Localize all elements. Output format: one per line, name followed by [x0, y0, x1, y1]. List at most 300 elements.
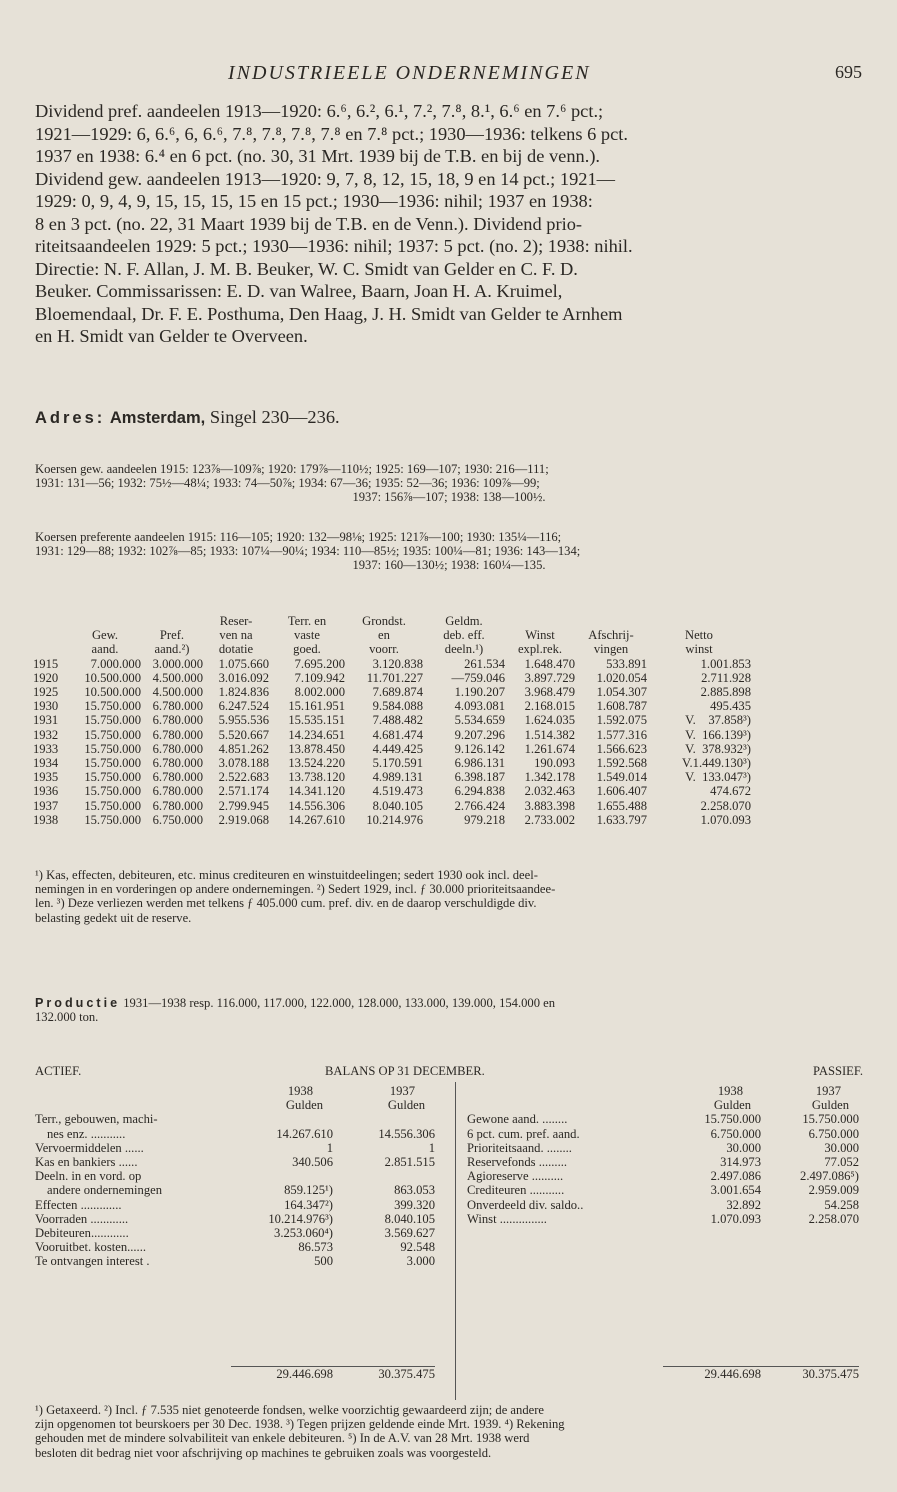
- year-1937: 1937: [389, 1084, 415, 1098]
- table-row: [33, 728, 751, 742]
- value-cell: 6.780.000: [152, 798, 203, 813]
- value-cell: 4.093.081: [454, 699, 505, 714]
- year-cell: 1931: [33, 713, 59, 728]
- text-line: Beuker. Commissarissen: E. D. van Walree, Baarn, Joan H. A. Kruimel,: [35, 281, 563, 301]
- value-cell: 4.500.000: [152, 685, 203, 700]
- amount-cell: 15.750.000: [802, 1112, 859, 1127]
- year-1938: 1938: [717, 1084, 743, 1098]
- value-cell: 6.247.524: [218, 699, 269, 714]
- value-cell: 1.592.075: [596, 713, 647, 728]
- productie-paragraph: [35, 996, 863, 1024]
- item-label: Debiteuren............: [35, 1226, 129, 1241]
- amount-cell: 340.506: [292, 1155, 333, 1170]
- balance-sheet: [35, 1064, 863, 1381]
- text-line: zijn opgenomen tot beurskoers per 30 Dec. 1938. ³) Tegen prijzen geldende einde Mrt. 1939. ⁴) Rekening: [35, 1417, 565, 1432]
- value-cell: 6.780.000: [152, 727, 203, 742]
- header-line: Gew.: [91, 628, 119, 643]
- value-cell: 1.549.014: [596, 770, 647, 785]
- text-line: 1921—1929: 6, 6.⁶, 6, 6.⁶, 7.⁸, 7.⁸, 7.⁸, 7.⁸ en 7.⁸ pct.; 1930—1936: telkens 6 pct.: [35, 123, 628, 144]
- amount-cell: 1.070.093: [710, 1211, 761, 1226]
- year-1937: 1937: [815, 1084, 841, 1098]
- year-1938: 1938: [287, 1084, 313, 1098]
- amount-cell: 399.320: [394, 1197, 435, 1212]
- value-cell: 7.488.482: [372, 713, 423, 728]
- value-cell: 4.519.473: [372, 784, 423, 799]
- value-cell: 1.633.797: [596, 812, 647, 827]
- value-cell: 1.592.568: [596, 756, 647, 771]
- dividend-paragraph: [35, 100, 863, 348]
- value-cell: 3.897.729: [524, 670, 575, 685]
- item-label: Winst ...............: [467, 1211, 547, 1226]
- value-cell: 1.577.316: [596, 727, 647, 742]
- header-line: aand.²): [154, 642, 190, 657]
- text-line: 8 en 3 pct. (no. 22, 31 Maart 1939 bij de T.B. en de Venn.). Dividend prio-: [35, 213, 583, 234]
- value-cell: 6.780.000: [152, 770, 203, 785]
- value-cell: 14.234.651: [288, 727, 345, 742]
- year-cell: 1915: [33, 656, 59, 671]
- unit-label: Gulden: [811, 1098, 849, 1113]
- total-1937: 30.375.475: [333, 1367, 435, 1382]
- value-cell: 1.608.787: [596, 699, 647, 714]
- header-cell: [505, 614, 575, 657]
- value-cell: 13.524.220: [288, 756, 345, 771]
- value-cell: V. 133.047³): [685, 770, 751, 785]
- header-cell: [423, 614, 505, 657]
- table-row: [467, 1112, 859, 1126]
- header-cell: [647, 614, 751, 657]
- amount-cell: 2.497.086⁵): [800, 1169, 859, 1184]
- amount-cell: 30.000: [726, 1140, 761, 1155]
- productie-label: Productie: [35, 996, 121, 1010]
- value-cell: 6.398.187: [454, 770, 505, 785]
- amount-cell: 3.001.654: [710, 1183, 761, 1198]
- total-1937: 30.375.475: [761, 1367, 859, 1382]
- value-cell: 1.624.035: [524, 713, 575, 728]
- value-cell: 190.093: [534, 756, 575, 771]
- header-cell: [269, 614, 345, 657]
- value-cell: 4.681.474: [372, 727, 423, 742]
- value-cell: V. 166.139³): [685, 727, 751, 742]
- table-row: [467, 1169, 859, 1183]
- value-cell: 5.520.667: [218, 727, 269, 742]
- table-footnotes: [35, 868, 863, 925]
- value-cell: 1.648.470: [524, 656, 575, 671]
- running-header: [0, 62, 897, 86]
- amount-cell: 15.750.000: [704, 1112, 761, 1127]
- amount-cell: 30.000: [824, 1140, 859, 1155]
- productie-text: 1931—1938 resp. 116.000, 117.000, 122.000, 128.000, 133.000, 139.000, 154.000 en: [123, 996, 556, 1010]
- address-label: Adres:: [35, 409, 106, 427]
- value-cell: 4.989.131: [372, 770, 423, 785]
- value-cell: 2.799.945: [218, 798, 269, 813]
- amount-cell: [333, 1169, 435, 1183]
- table-row: [33, 657, 751, 671]
- amount-cell: 3.000: [406, 1254, 435, 1269]
- text-line: 1929: 0, 9, 4, 9, 15, 15, 15, 15 en 15 pct.; 1930—1936: nihil; 1937 en 1938:: [35, 191, 593, 211]
- item-label: Voorraden ............: [35, 1211, 129, 1226]
- item-label: andere ondernemingen: [47, 1183, 163, 1198]
- amount-cell: 6.750.000: [710, 1126, 761, 1141]
- unit-label: Gulden: [285, 1098, 323, 1113]
- value-cell: 3.120.838: [372, 656, 423, 671]
- value-cell: 1.606.407: [596, 784, 647, 799]
- table-row: [35, 1198, 435, 1212]
- value-cell: V. 37.858³): [685, 713, 751, 728]
- value-cell: 10.214.976: [366, 812, 423, 827]
- text-line: Koersen preferente aandeelen 1915: 116—105; 1920: 132—98⅛; 1925: 121⅞—100; 1930: 135¼—116;: [35, 530, 562, 544]
- header-line: Pref.: [159, 628, 185, 643]
- amount-cell: 3.569.627: [384, 1226, 435, 1241]
- value-cell: 1.070.093: [700, 812, 751, 827]
- amount-cell: 54.258: [824, 1197, 859, 1212]
- value-cell: 6.780.000: [152, 756, 203, 771]
- value-cell: 1.566.623: [596, 741, 647, 756]
- value-cell: 3.883.398: [524, 798, 575, 813]
- koersen-preferente: [35, 530, 863, 573]
- address-street: Singel 230—236.: [209, 407, 340, 427]
- item-label: Te ontvangen interest .: [35, 1254, 150, 1269]
- value-cell: 15.750.000: [84, 727, 141, 742]
- text-line: 1937: 156⅞—107; 1938: 138—100½.: [352, 490, 546, 505]
- value-cell: 474.672: [710, 784, 751, 799]
- balance-footnotes: [35, 1403, 863, 1460]
- value-cell: 1.001.853: [700, 656, 751, 671]
- table-row: [35, 1098, 435, 1112]
- year-cell: 1920: [33, 670, 59, 685]
- value-cell: 2.885.898: [700, 685, 751, 700]
- text-line: [35, 996, 863, 1010]
- text-line: len. ³) Deze verliezen werden met telkens ƒ 405.000 cum. pref. div. en de daarop verschuldigde div.: [35, 896, 537, 911]
- table-row: [33, 784, 751, 798]
- value-cell: 15.750.000: [84, 756, 141, 771]
- amount-cell: 14.556.306: [378, 1126, 435, 1141]
- value-cell: 9.207.296: [454, 727, 505, 742]
- text-line: gehouden met de mindere solvabiliteit van enkele debiteuren. ⁵) In de A.V. van 28 Mrt. 1938 werd: [35, 1431, 530, 1446]
- table-row: [35, 1169, 435, 1183]
- amount-cell: [333, 1112, 435, 1126]
- table-header-row: [33, 614, 751, 657]
- table-row: [35, 1127, 435, 1141]
- value-cell: 4.500.000: [152, 670, 203, 685]
- year-cell: 1932: [33, 727, 59, 742]
- total-1938: 29.446.698: [231, 1367, 333, 1382]
- amount-cell: 3.253.060⁴): [274, 1226, 333, 1241]
- item-label: Prioriteitsaand. ........: [467, 1140, 572, 1155]
- amount-cell: 32.892: [726, 1197, 761, 1212]
- header-line: Netto: [685, 628, 713, 643]
- year-cell: 1935: [33, 770, 59, 785]
- year-cell: 1937: [33, 798, 59, 813]
- table-row: [467, 1198, 859, 1212]
- value-cell: V. 378.932³): [685, 741, 751, 756]
- value-cell: 4.449.425: [372, 741, 423, 756]
- header-line: Reser-: [219, 614, 253, 628]
- text-line: 1937: 160—130½; 1938: 160¼—135.: [352, 558, 546, 573]
- table-row: [35, 1254, 435, 1268]
- value-cell: 2.733.002: [524, 812, 575, 827]
- header-line: goed.: [293, 642, 321, 657]
- text-line: 132.000 ton.: [35, 1010, 99, 1025]
- value-cell: 13.738.120: [288, 770, 345, 785]
- value-cell: 2.571.174: [218, 784, 269, 799]
- amount-cell: 859.125¹): [284, 1183, 333, 1198]
- value-cell: 1.514.382: [524, 727, 575, 742]
- amount-cell: 2.258.070: [808, 1211, 859, 1226]
- value-cell: 533.891: [606, 656, 647, 671]
- amount-cell: 314.973: [720, 1155, 761, 1170]
- table-row: [467, 1183, 859, 1197]
- value-cell: 5.534.659: [454, 713, 505, 728]
- amount-cell: [231, 1112, 333, 1126]
- header-line: Terr. en: [287, 614, 327, 628]
- item-label: Onverdeeld div. saldo..: [467, 1197, 584, 1212]
- value-cell: 6.750.000: [152, 812, 203, 827]
- header-line: Afschrij-: [588, 628, 634, 643]
- page-number: 695: [835, 62, 862, 82]
- text-line: belasting gedekt uit de reserve.: [35, 910, 192, 925]
- value-cell: 5.955.536: [218, 713, 269, 728]
- table-row: [467, 1084, 859, 1098]
- item-label: Kas en bankiers ......: [35, 1155, 138, 1170]
- value-cell: 10.500.000: [84, 670, 141, 685]
- actief-totals: [35, 1366, 435, 1381]
- value-cell: 2.168.015: [524, 699, 575, 714]
- header-line: Winst: [525, 628, 555, 643]
- header-cell: [345, 614, 423, 657]
- value-cell: 3.078.188: [218, 756, 269, 771]
- table-row: [35, 1226, 435, 1240]
- amount-cell: 2.497.086: [710, 1169, 761, 1184]
- value-cell: 15.161.951: [288, 699, 345, 714]
- item-label: Terr., gebouwen, machi-: [35, 1112, 158, 1127]
- text-line: Dividend gew. aandeelen 1913—1920: 9, 7, 8, 12, 15, 18, 9 en 14 pct.; 1921—: [35, 168, 616, 189]
- header-line: Geldm.: [445, 614, 483, 628]
- value-cell: 2.711.928: [701, 670, 751, 685]
- value-cell: 13.878.450: [288, 741, 345, 756]
- value-cell: 1.342.178: [524, 770, 575, 785]
- header-line: winst: [685, 642, 713, 657]
- header-cell: [141, 614, 203, 657]
- header-line: ven na: [219, 628, 253, 643]
- column-divider: [455, 1082, 456, 1400]
- table-row: [33, 713, 751, 727]
- value-cell: 15.750.000: [84, 812, 141, 827]
- value-cell: 15.535.151: [288, 713, 345, 728]
- text-line: ¹) Kas, effecten, debiteuren, etc. minus crediteuren en winstuitdeelingen; sedert 1930 ook incl. deel-: [35, 868, 538, 882]
- header-line: aand.: [91, 642, 119, 657]
- table-row: [33, 742, 751, 756]
- header-line: expl.rek.: [517, 642, 563, 657]
- table-row: [35, 1183, 435, 1197]
- balance-title: BALANS OP 31 DECEMBER.: [325, 1064, 485, 1078]
- table-row: [467, 1212, 859, 1226]
- header-cell: [33, 614, 69, 657]
- text-line: besloten dit bedrag niet voor afschrijving op machines te gebruiken zoals was voorgesteld.: [35, 1445, 492, 1460]
- table-row: [467, 1155, 859, 1169]
- amount-cell: 10.214.976³): [268, 1211, 333, 1226]
- value-cell: 7.689.874: [372, 685, 423, 700]
- table-row: [467, 1141, 859, 1155]
- year-cell: 1930: [33, 699, 59, 714]
- text-line: en H. Smidt van Gelder te Overveen.: [35, 326, 308, 346]
- table-row: [35, 1084, 435, 1098]
- value-cell: 6.780.000: [152, 713, 203, 728]
- header-cell: [69, 614, 141, 657]
- table-row: [35, 1141, 435, 1155]
- amount-cell: 86.573: [298, 1240, 333, 1255]
- value-cell: —759.046: [451, 670, 505, 685]
- header-cell: [575, 614, 647, 657]
- table-row: [33, 756, 751, 770]
- value-cell: 1.020.054: [596, 670, 647, 685]
- header-line: en: [378, 628, 390, 643]
- amount-cell: 77.052: [824, 1155, 859, 1170]
- header-line: deb. eff.: [443, 628, 485, 643]
- total-row: [35, 1367, 435, 1382]
- value-cell: 6.780.000: [152, 699, 203, 714]
- value-cell: 1.075.660: [218, 656, 269, 671]
- value-cell: 2.919.068: [218, 812, 269, 827]
- value-cell: 3.016.092: [218, 670, 269, 685]
- table-row: [467, 1127, 859, 1141]
- header-line: vaste: [294, 628, 320, 643]
- year-cell: 1925: [33, 685, 59, 700]
- table-row: [467, 1098, 859, 1112]
- header-line: voorr.: [369, 642, 399, 657]
- header-line: vingen: [593, 642, 629, 657]
- amount-cell: 863.053: [394, 1183, 435, 1198]
- value-cell: 7.000.000: [90, 656, 141, 671]
- text-line: ¹) Getaxeerd. ²) Incl. ƒ 7.535 niet genoteerde fondsen, welke voorzichtig gewaardeerd zijn; de andere: [35, 1403, 544, 1417]
- value-cell: 2.032.463: [524, 784, 575, 799]
- amount-cell: 92.548: [400, 1240, 435, 1255]
- unit-label: Gulden: [713, 1098, 751, 1113]
- value-cell: 15.750.000: [84, 798, 141, 813]
- amount-cell: 1: [428, 1140, 435, 1155]
- item-label: Agioreserve ..........: [467, 1169, 564, 1184]
- value-cell: 1.054.307: [596, 685, 647, 700]
- item-label: Deeln. in en vord. op: [35, 1169, 142, 1184]
- value-cell: 15.750.000: [84, 713, 141, 728]
- item-label: nes enz. ...........: [47, 1126, 126, 1141]
- amount-cell: 1: [326, 1140, 333, 1155]
- year-cell: 1933: [33, 741, 59, 756]
- passief-table: [467, 1084, 859, 1226]
- year-cell: 1934: [33, 756, 59, 771]
- item-label: Gewone aand. ........: [467, 1112, 568, 1127]
- table-row: [33, 671, 751, 685]
- table-row: [33, 813, 751, 827]
- year-cell: 1938: [33, 812, 59, 827]
- value-cell: V.1.449.130³): [682, 756, 751, 771]
- amount-cell: [231, 1169, 333, 1183]
- value-cell: 14.267.610: [288, 812, 345, 827]
- value-cell: 1.824.836: [218, 685, 269, 700]
- value-cell: 15.750.000: [84, 770, 141, 785]
- value-cell: 4.851.262: [218, 741, 269, 756]
- item-label: Crediteuren ...........: [467, 1183, 565, 1198]
- text-line: 1931: 131—56; 1932: 75½—48¼; 1933: 74—50⅞; 1934: 67—36; 1935: 52—36; 1936: 109⅞—99;: [35, 476, 540, 491]
- value-cell: 7.109.942: [294, 670, 345, 685]
- amount-cell: 164.347²): [284, 1197, 333, 1212]
- item-label: Vervoermiddelen ......: [35, 1140, 144, 1155]
- text-line: riteitsaandeelen 1929: 5 pct.; 1930—1936: nihil; 1937: 5 pct. (no. 2); 1938: nihil.: [35, 236, 633, 256]
- value-cell: 495.435: [710, 699, 751, 714]
- passief-totals: [467, 1366, 859, 1381]
- value-cell: 2.766.424: [454, 798, 505, 813]
- table-row: [35, 1212, 435, 1226]
- amount-cell: 2.851.515: [384, 1155, 435, 1170]
- table-row: [35, 1112, 435, 1126]
- value-cell: 9.584.088: [372, 699, 423, 714]
- unit-label: Gulden: [387, 1098, 425, 1113]
- item-label: Reservefonds .........: [467, 1155, 568, 1170]
- item-label: Effecten .............: [35, 1197, 122, 1212]
- text-line: Bloemendaal, Dr. F. E. Posthuma, Den Haag, J. H. Smidt van Gelder te Arnhem: [35, 303, 623, 324]
- header-title: INDUSTRIEELE ONDERNEMINGEN: [228, 62, 591, 84]
- text-line: Directie: N. F. Allan, J. M. B. Beuker, W. C. Smidt van Gelder en C. F. D.: [35, 258, 578, 279]
- value-cell: 8.002.000: [294, 685, 345, 700]
- address-line: [35, 406, 863, 430]
- table-row: [33, 770, 751, 784]
- koersen-gewone: [35, 462, 863, 505]
- value-cell: 6.986.131: [454, 756, 505, 771]
- text-line: nemingen in en vorderingen op andere ondernemingen. ²) Sedert 1929, incl. ƒ 30.000 prioriteitsaandee-: [35, 882, 556, 897]
- actief-table: [35, 1084, 435, 1269]
- value-cell: 6.780.000: [152, 784, 203, 799]
- passief-label: PASSIEF.: [813, 1064, 863, 1078]
- value-cell: 7.695.200: [294, 656, 345, 671]
- value-cell: 2.522.683: [218, 770, 269, 785]
- value-cell: 10.500.000: [84, 685, 141, 700]
- address-city: Amsterdam,: [109, 409, 206, 427]
- table-row: [35, 1155, 435, 1169]
- value-cell: 3.000.000: [152, 656, 203, 671]
- value-cell: 1.261.674: [524, 741, 575, 756]
- amount-cell: 6.750.000: [808, 1126, 859, 1141]
- value-cell: 15.750.000: [84, 784, 141, 799]
- value-cell: 3.968.479: [524, 685, 575, 700]
- header-line: dotatie: [218, 642, 254, 657]
- value-cell: 8.040.105: [372, 798, 423, 813]
- amount-cell: 8.040.105: [384, 1211, 435, 1226]
- value-cell: 15.750.000: [84, 699, 141, 714]
- value-cell: 11.701.227: [366, 670, 423, 685]
- value-cell: 2.258.070: [700, 798, 751, 813]
- amount-cell: 2.959.009: [808, 1183, 859, 1198]
- total-1938: 29.446.698: [663, 1367, 761, 1382]
- table-row: [33, 685, 751, 699]
- financial-table: [33, 614, 751, 827]
- value-cell: 14.556.306: [288, 798, 345, 813]
- value-cell: 979.218: [464, 812, 505, 827]
- value-cell: 9.126.142: [454, 741, 505, 756]
- value-cell: 6.294.838: [454, 784, 505, 799]
- header-line: deeln.¹): [444, 642, 484, 657]
- text-line: 1937 en 1938: 6.⁴ en 6 pct. (no. 30, 31 Mrt. 1939 bij de T.B. en bij de venn.).: [35, 146, 601, 166]
- header-cell: [203, 614, 269, 657]
- text-line: Koersen gew. aandeelen 1915: 123⅞—109⅞; 1920: 179⅞—110½; 1925: 169—107; 1930: 216—111;: [35, 462, 549, 476]
- value-cell: 261.534: [464, 656, 505, 671]
- value-cell: 15.750.000: [84, 741, 141, 756]
- balance-header: [35, 1064, 863, 1080]
- value-cell: 1.655.488: [596, 798, 647, 813]
- value-cell: 6.780.000: [152, 741, 203, 756]
- actief-label: ACTIEF.: [35, 1064, 82, 1078]
- amount-cell: 14.267.610: [276, 1126, 333, 1141]
- year-cell: 1936: [33, 784, 59, 799]
- value-cell: 5.170.591: [372, 756, 423, 771]
